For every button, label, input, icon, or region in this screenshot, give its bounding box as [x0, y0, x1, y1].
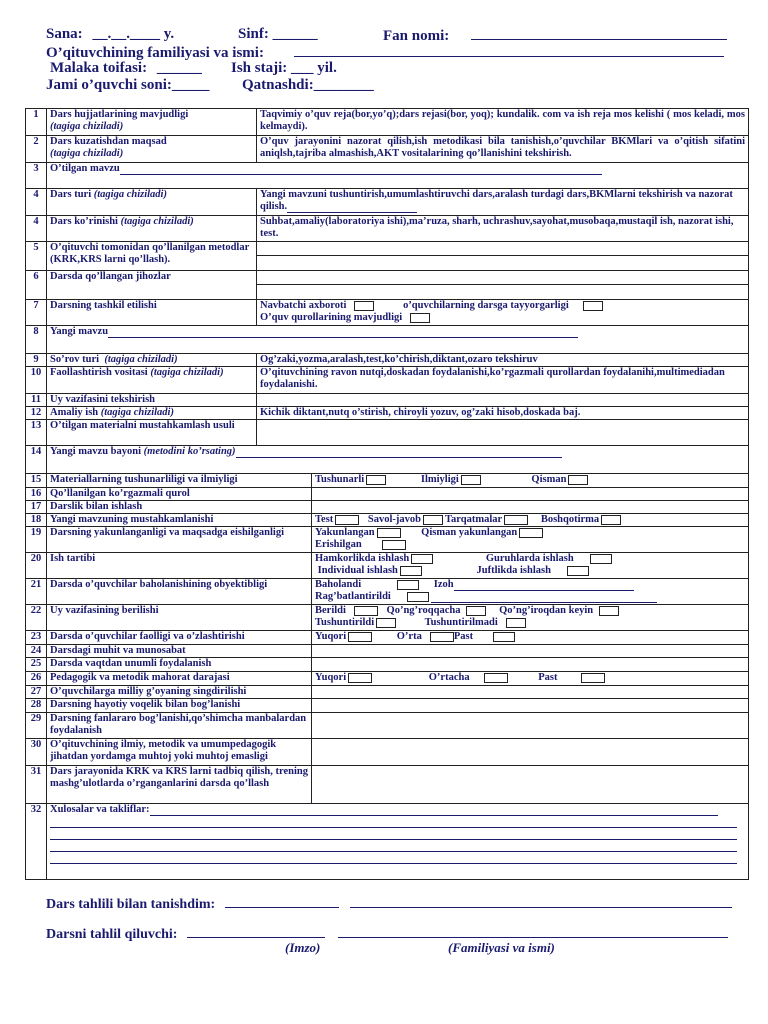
row-label: So’rov turi [50, 354, 100, 365]
conclusions-field[interactable] [47, 804, 749, 880]
skill-high-checkbox[interactable] [348, 673, 372, 683]
date-label: Sana: [46, 26, 83, 42]
row-number: 31 [26, 766, 47, 804]
row-hint: (tagiga chiziladi) [50, 121, 124, 132]
analyst-label: Darsni tahlil qiluvchi: [46, 927, 178, 942]
row-hint: (tagiga chiziladi) [93, 189, 167, 200]
table-row [26, 216, 749, 242]
table-row [26, 713, 749, 739]
row-label: Pedagogik va metodik mahorat darajasi [47, 672, 312, 686]
row-number: 11 [26, 394, 47, 407]
row-number: 4 [26, 216, 47, 242]
row-label: O’tilgan mavzu [50, 163, 120, 174]
explained-checkbox[interactable] [376, 618, 396, 628]
row-label: Yangi mavzuning mustahkamlanishi [47, 514, 312, 527]
row-number: 4 [26, 189, 47, 216]
teacher-field[interactable] [294, 43, 724, 57]
national-idea-field[interactable] [312, 686, 749, 699]
methods-field[interactable] [257, 242, 749, 271]
row-label: O’qituvchi tomonidan qo’llanilgan metodlar (KRK,KRS larni qo’llash). [47, 242, 257, 271]
comment-field[interactable] [454, 581, 634, 591]
table-row [26, 488, 749, 501]
table-row [26, 189, 749, 216]
row-number: 24 [26, 645, 47, 658]
row-label: Ish tartibi [47, 553, 312, 579]
atmosphere-field[interactable] [312, 645, 749, 658]
row-label: Materiallarning tushunarliligi va ilmiyligi [47, 474, 312, 488]
acknowledge-label: Dars tahlili bilan tanishdim: [46, 897, 216, 912]
completed-checkbox[interactable] [377, 528, 401, 538]
row-number: 20 [26, 553, 47, 579]
textbook-work-field[interactable] [312, 501, 749, 514]
table-row: 26 Pedagogik va metodik mahorat darajasi Yuqori O’rtacha Past [26, 672, 749, 686]
row-number: 16 [26, 488, 47, 501]
row-label: O’qituvchining ilmiy, metodik va umumpedagogik jihatdan yordamga muhtoj yoki muhtoj emasligi [47, 739, 312, 766]
survey-type-options[interactable]: Og’zaki,yozma,aralash,test,ko’chirish,diktant,ozaro tekshiruv [257, 354, 749, 367]
row-label: Yangi mavzu [50, 326, 109, 337]
table-row [26, 367, 749, 394]
table-row [26, 804, 749, 880]
table-row: 19 Darsning yakunlanganligi va maqsadga eishilganligi Yakunlangan Qisman yakunlangan Erishilgan [26, 527, 749, 553]
row-number: 23 [26, 631, 47, 645]
row-label: Darsning fanlararo bog’lanishi,qo’shimcha manbalardan foydalanish [47, 713, 312, 739]
after-bell-checkbox[interactable] [599, 606, 619, 616]
table-row [26, 658, 749, 672]
row-hint: (tagiga chiziladi) [150, 367, 224, 378]
row-label: Darslik bilan ishlash [47, 501, 312, 514]
new-topic-field[interactable] [108, 327, 578, 338]
equipment-field[interactable] [257, 271, 749, 300]
achieved-checkbox[interactable] [382, 540, 406, 550]
attendance-field[interactable]: Qatnashdi:________ [242, 77, 374, 93]
table-row [26, 136, 749, 163]
row-label: Qo’llanilgan ko’rgazmali qurol [47, 488, 312, 501]
qa-checkbox[interactable] [423, 515, 443, 525]
name-caption: (Familiyasi va ismi) [448, 940, 555, 955]
table-row [26, 645, 749, 658]
time-use-field[interactable] [312, 658, 749, 672]
row-number: 25 [26, 658, 47, 672]
row-label: Uy vazifasining berilishi [47, 605, 312, 631]
row-label: Uy vazifasini tekshirish [47, 394, 257, 407]
row-hint: (tagiga chiziladi) [100, 407, 174, 418]
row-number: 28 [26, 699, 47, 713]
experience-field[interactable]: Ish staji: ___ yil. [231, 60, 337, 76]
row-number: 8 [26, 326, 47, 354]
puzzle-checkbox[interactable] [601, 515, 621, 525]
training-application-field[interactable] [312, 766, 749, 804]
category-label: Malaka toifasi: [50, 60, 148, 76]
row-number: 32 [26, 804, 47, 880]
row-hint: (tagiga chiziladi) [120, 216, 194, 227]
before-bell-checkbox[interactable] [466, 606, 486, 616]
row-label: Darsning tashkil etilishi [47, 300, 257, 326]
form-header [0, 0, 768, 110]
visual-aid-field[interactable] [312, 488, 749, 501]
test-checkbox[interactable] [335, 515, 359, 525]
row-hint: (tagiga chiziladi) [104, 354, 178, 365]
table-row [26, 354, 749, 367]
date-field[interactable]: __.__.____ y. [92, 26, 175, 42]
handouts-checkbox[interactable] [504, 515, 528, 525]
table-row [26, 271, 749, 300]
teacher-label: O’qituvchining familiyasi va ismi: [46, 45, 264, 61]
row-label: Darsdagi muhit va munosabat [47, 645, 312, 658]
row-label: Dars jarayonida KRK va KRS larni tadbiq qilish, trening mashg’ulotlarda o’rganganlarini darsda qo’llash [47, 766, 312, 804]
table-row [26, 699, 749, 713]
table-row [26, 163, 749, 189]
table-row: 15 Materiallarning tushunarliligi va ilmiyligi Tushunarli Ilmiyligi Qisman [26, 474, 749, 488]
row-number: 17 [26, 501, 47, 514]
row-number: 13 [26, 420, 47, 446]
activity-high-checkbox[interactable] [348, 632, 372, 642]
row-label: Darsda qo’llangan jihozlar [47, 271, 257, 300]
row-label: Darsda o’quvchilar baholanishining obyektibligi [47, 579, 312, 605]
duty-report-checkbox[interactable] [354, 301, 374, 311]
table-row [26, 242, 749, 271]
row-number: 2 [26, 136, 47, 163]
row-label: Darsda vaqtdan unumli foydalanish [47, 658, 312, 672]
partial-checkbox[interactable] [568, 475, 588, 485]
row-hint: (tagiga chiziladi) [50, 148, 124, 159]
lesson-form-options[interactable]: Suhbat,amaliy(laboratoriya ishi),ma’ruza, sharh, uchrashuv,sayohat,musobaqa,mustaqil ish, nazorat ishi, test. [257, 216, 749, 242]
not-explained-checkbox[interactable] [506, 618, 526, 628]
acknowledge-signature-field[interactable] [225, 894, 339, 908]
row-hint: (metodini ko’rsating) [143, 446, 236, 457]
analyst-name-field[interactable] [338, 924, 728, 938]
homework-check-field[interactable] [257, 394, 749, 407]
documents-options[interactable]: Taqvimiy o’quv reja(bor,yo’q);dars rejasi(bor, yoq); kundalik. com va ish reja mos kelishi ( mos keladi, mos kelmaydi). [257, 109, 749, 136]
activity-low-checkbox[interactable] [493, 632, 515, 642]
graded-checkbox[interactable] [397, 580, 419, 590]
activity-medium-checkbox[interactable] [430, 632, 454, 642]
row-label: Darsning hayotiy voqelik bilan bog’lanishi [47, 699, 312, 713]
pupils-field[interactable]: Jami o’quvchi soni:_____ [46, 77, 210, 93]
row-label: O’quvchilarga milliy g’oyaning singdirilishi [47, 686, 312, 699]
row-number: 22 [26, 605, 47, 631]
acknowledge-name-field[interactable] [350, 894, 732, 908]
row-number: 12 [26, 407, 47, 420]
row-number: 29 [26, 713, 47, 739]
activation-options[interactable]: O’qituvchining ravon nutqi,doskadan foydalanishi,ko’rgazmali qurollardan foydalanihi,multimediadan foydalanishi. [257, 367, 749, 394]
row-number: 3 [26, 163, 47, 189]
row-number: 1 [26, 109, 47, 136]
table-row [26, 109, 749, 136]
table-row: 23 Darsda o’quvchilar faolligi va o’zlashtirishi Yuqori O’rta Past [26, 631, 749, 645]
real-life-link-field[interactable] [312, 699, 749, 713]
row-number: 21 [26, 579, 47, 605]
new-topic-method-field[interactable] [236, 447, 562, 458]
scientific-checkbox[interactable] [461, 475, 481, 485]
row-number: 18 [26, 514, 47, 527]
row-label: Yangi mavzu bayoni [50, 446, 142, 457]
row-number: 6 [26, 271, 47, 300]
table-row: 20 Ish tartibi Hamkorlikda ishlash Guruhlarda ishlash Individual ishlash Juftlikda ishlash [26, 553, 749, 579]
row-label: Amaliy ish [50, 407, 99, 418]
table-row: 22 Uy vazifasining berilishi Berildi Qo’ng’roqqacha Qo’ng’iroqdan keyin Tushuntirildi Tushuntirilmadi [26, 605, 749, 631]
row-number: 19 [26, 527, 47, 553]
reinforcement-method-field[interactable] [257, 420, 749, 446]
table-row: 18 Yangi mavzuning mustahkamlanishi Test Savol-javob Tarqatmalar Boshqotirma [26, 514, 749, 527]
cooperation-checkbox[interactable] [411, 554, 433, 564]
interdisciplinary-field[interactable] [312, 713, 749, 739]
table-row: 21 Darsda o’quvchilar baholanishining obyektibligi Baholandi Izoh Rag’batlantirildi [26, 579, 749, 605]
row-label: Darsning yakunlanganligi va maqsadga eishilganligi [47, 527, 312, 553]
subject-field[interactable] [471, 26, 727, 40]
individual-work-checkbox[interactable] [400, 566, 422, 576]
encouraged-checkbox[interactable] [407, 592, 429, 602]
table-row [26, 686, 749, 699]
signature-caption: (Imzo) [285, 940, 321, 955]
table-row: 7 Darsning tashkil etilishi Navbatchi axboroti o’quvchilarning darsga tayyorgarligi O’quv qurollarining mavjudligi [26, 300, 749, 326]
pupil-readiness-checkbox[interactable] [583, 301, 603, 311]
row-number: 27 [26, 686, 47, 699]
table-row [26, 446, 749, 474]
row-label: Darsda o’quvchilar faolligi va o’zlashtirishi [47, 631, 312, 645]
observation-goal-options[interactable]: O’quv jarayonini nazorat qilish,ish metodikasi bila tanishish,o’quvchilar BKMlari va o’qitish sifatini aniqlsh,tajriba almashish,AKT vositalarining qo’llanishini tekshirish. [257, 136, 749, 163]
given-checkbox[interactable] [354, 606, 378, 616]
row-label: Faollashtirish vositasi [50, 367, 148, 378]
past-topic-field[interactable] [120, 164, 602, 175]
analyst-signature-field[interactable] [187, 924, 325, 938]
practical-work-options[interactable]: Kichik diktant,nutq o’stirish, chiroyli yozuv, og’zaki hisob,doskada baj. [257, 407, 749, 420]
row-number: 26 [26, 672, 47, 686]
class-field[interactable]: Sinf: ______ [238, 26, 318, 42]
table-row [26, 501, 749, 514]
table-row [26, 739, 749, 766]
subject-label: Fan nomi: [383, 28, 450, 44]
row-number: 9 [26, 354, 47, 367]
skill-medium-checkbox[interactable] [484, 673, 508, 683]
row-label: O’tilgan materialni mustahkamlash usuli [47, 420, 257, 446]
row-label: Dars ko’rinishi [50, 216, 118, 227]
lesson-type-options[interactable]: Yangi mavzuni tushuntirish,umumlashtiruvchi dars,aralash turdagi dars,BKMlarni tekshirish va nazorat qilish. [257, 189, 749, 216]
category-field[interactable]: ______ [156, 60, 202, 76]
clear-checkbox[interactable] [366, 475, 386, 485]
skill-low-checkbox[interactable] [581, 673, 605, 683]
table-row [26, 407, 749, 420]
table-row [26, 326, 749, 354]
partially-completed-checkbox[interactable] [519, 528, 543, 538]
row-number: 30 [26, 739, 47, 766]
study-tools-checkbox[interactable] [410, 313, 430, 323]
row-number: 7 [26, 300, 47, 326]
row-label: Xulosalar va takliflar: [50, 804, 150, 815]
row-number: 10 [26, 367, 47, 394]
row-number: 14 [26, 446, 47, 474]
table-row [26, 394, 749, 407]
table-row [26, 420, 749, 446]
row-number: 5 [26, 242, 47, 271]
row-label: Dars turi [50, 189, 92, 200]
pair-work-checkbox[interactable] [567, 566, 589, 576]
row-label: Dars kuzatishdan maqsad [50, 136, 167, 147]
row-label: Dars hujjatlarining mavjudligi [50, 109, 189, 120]
support-need-field[interactable] [312, 739, 749, 766]
table-row [26, 766, 749, 804]
group-work-checkbox[interactable] [590, 554, 612, 564]
lesson-analysis-table [25, 108, 749, 880]
row-number: 15 [26, 474, 47, 488]
